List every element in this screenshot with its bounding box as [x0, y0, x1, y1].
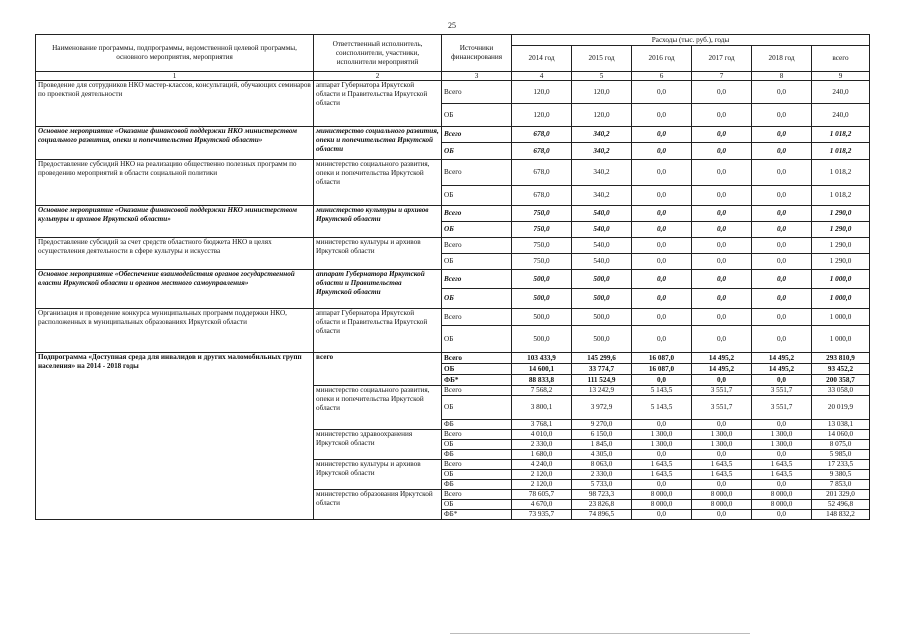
amount-cell: 8 063,0	[572, 460, 632, 470]
amount-cell: 93 452,2	[812, 364, 870, 375]
amount-cell: 8 000,0	[692, 500, 752, 510]
amount-cell: 14 495,2	[752, 353, 812, 364]
amount-cell: 0,0	[692, 254, 752, 270]
header-year: 2015 год	[572, 46, 632, 72]
amount-cell: 3 800,1	[512, 396, 572, 420]
amount-cell: 14 060,0	[812, 430, 870, 440]
amount-cell: 33 058,0	[812, 386, 870, 396]
item-executor: министерство социального развития, опеки и попечительства Иркутской области	[314, 127, 442, 160]
amount-cell: 8 000,0	[752, 490, 812, 500]
amount-cell: 0,0	[752, 510, 812, 520]
amount-cell: 0,0	[692, 206, 752, 222]
funding-source: Всего	[442, 206, 512, 222]
amount-cell: 1 290,0	[812, 238, 870, 254]
column-number: 9	[812, 72, 870, 81]
funding-source: Всего	[442, 460, 512, 470]
amount-cell: 0,0	[692, 375, 752, 386]
column-number: 7	[692, 72, 752, 81]
amount-cell: 750,0	[512, 222, 572, 238]
amount-cell: 540,0	[572, 222, 632, 238]
amount-cell: 0,0	[752, 450, 812, 460]
table-row	[36, 127, 870, 143]
column-number: 4	[512, 72, 572, 81]
amount-cell: 16 087,0	[632, 353, 692, 364]
amount-cell: 1 643,5	[632, 460, 692, 470]
subprogram-executor: всего	[314, 353, 442, 386]
header-year: 2014 год	[512, 46, 572, 72]
amount-cell: 540,0	[572, 254, 632, 270]
funding-source: Всего	[442, 238, 512, 254]
amount-cell: 7 568,2	[512, 386, 572, 396]
column-number: 5	[572, 72, 632, 81]
item-name: Предоставление субсидий НКО на реализацию общественно полезных программ по проведению мероприятий в области социальной политики	[36, 160, 314, 206]
header-name: Наименование программы, подпрограммы, ведомственной целевой программы, основного мероприятия, мероприятия	[36, 35, 314, 72]
amount-cell: 0,0	[632, 238, 692, 254]
amount-cell: 0,0	[632, 254, 692, 270]
amount-cell: 0,0	[632, 289, 692, 309]
amount-cell: 1 643,5	[752, 460, 812, 470]
amount-cell: 0,0	[752, 238, 812, 254]
column-number: 1	[36, 72, 314, 81]
amount-cell: 1 290,0	[812, 254, 870, 270]
funding-source: ФБ*	[442, 510, 512, 520]
amount-cell: 98 723,3	[572, 490, 632, 500]
amount-cell: 1 300,0	[752, 430, 812, 440]
amount-cell: 1 680,0	[512, 450, 572, 460]
amount-cell: 9 380,5	[812, 470, 870, 480]
funding-source: Всего	[442, 270, 512, 289]
item-executor: министерство культуры и архивов Иркутской области	[314, 238, 442, 270]
funding-source: Всего	[442, 309, 512, 326]
amount-cell: 1 643,5	[692, 470, 752, 480]
amount-cell: 2 330,0	[572, 470, 632, 480]
amount-cell: 0,0	[752, 309, 812, 326]
amount-cell: 8 075,0	[812, 440, 870, 450]
amount-cell: 8 000,0	[752, 500, 812, 510]
amount-cell: 14 495,2	[752, 364, 812, 375]
amount-cell: 0,0	[632, 104, 692, 127]
amount-cell: 5 143,5	[632, 396, 692, 420]
column-number: 8	[752, 72, 812, 81]
amount-cell: 1 300,0	[692, 440, 752, 450]
amount-cell: 0,0	[752, 254, 812, 270]
amount-cell: 0,0	[692, 186, 752, 206]
amount-cell: 1 018,2	[812, 186, 870, 206]
table-row	[36, 238, 870, 254]
amount-cell: 0,0	[752, 104, 812, 127]
amount-cell: 14 600,1	[512, 364, 572, 375]
amount-cell: 3 551,7	[692, 396, 752, 420]
amount-cell: 293 810,9	[812, 353, 870, 364]
amount-cell: 0,0	[632, 309, 692, 326]
amount-cell: 52 496,8	[812, 500, 870, 510]
amount-cell: 0,0	[752, 222, 812, 238]
table-row	[36, 270, 870, 289]
amount-cell: 1 018,2	[812, 160, 870, 186]
amount-cell: 5 985,0	[812, 450, 870, 460]
amount-cell: 5 143,5	[632, 386, 692, 396]
amount-cell: 78 605,7	[512, 490, 572, 500]
amount-cell: 0,0	[692, 160, 752, 186]
amount-cell: 7 853,0	[812, 480, 870, 490]
column-number-row	[36, 72, 870, 81]
funding-source: ОБ	[442, 396, 512, 420]
amount-cell: 0,0	[632, 222, 692, 238]
amount-cell: 5 733,0	[572, 480, 632, 490]
funding-source: ОБ	[442, 186, 512, 206]
amount-cell: 500,0	[512, 289, 572, 309]
amount-cell: 4 305,0	[572, 450, 632, 460]
amount-cell: 14 495,2	[692, 364, 752, 375]
amount-cell: 0,0	[632, 510, 692, 520]
amount-cell: 20 019,9	[812, 396, 870, 420]
amount-cell: 0,0	[692, 127, 752, 143]
amount-cell: 500,0	[572, 270, 632, 289]
amount-cell: 340,2	[572, 186, 632, 206]
amount-cell: 500,0	[572, 326, 632, 353]
amount-cell: 111 524,9	[572, 375, 632, 386]
column-number: 2	[314, 72, 442, 81]
funding-source: ОБ	[442, 104, 512, 127]
amount-cell: 120,0	[512, 81, 572, 104]
amount-cell: 120,0	[512, 104, 572, 127]
amount-cell: 0,0	[632, 186, 692, 206]
funding-source: Всего	[442, 490, 512, 500]
amount-cell: 4 670,0	[512, 500, 572, 510]
header-year: 2017 год	[692, 46, 752, 72]
funding-source: ФБ	[442, 480, 512, 490]
item-name: Организация и проведение конкурса муниципальных программ поддержки НКО, расположенных в муниципальных образованиях Иркутской области	[36, 309, 314, 353]
amount-cell: 1 643,5	[632, 470, 692, 480]
item-name: Основное мероприятие «Обеспечение взаимодействия органов государственной власти Иркутской области и органов местного самоуправления»	[36, 270, 314, 309]
amount-cell: 16 087,0	[632, 364, 692, 375]
amount-cell: 103 433,9	[512, 353, 572, 364]
amount-cell: 1 290,0	[812, 222, 870, 238]
amount-cell: 3 972,9	[572, 396, 632, 420]
amount-cell: 0,0	[752, 270, 812, 289]
amount-cell: 750,0	[512, 238, 572, 254]
page-number: 25	[448, 21, 456, 30]
amount-cell: 500,0	[512, 326, 572, 353]
amount-cell: 0,0	[692, 326, 752, 353]
amount-cell: 1 643,5	[752, 470, 812, 480]
item-executor: аппарат Губернатора Иркутской области и Правительства Иркутской области	[314, 270, 442, 309]
funding-source: ОБ	[442, 222, 512, 238]
funding-source: Всего	[442, 430, 512, 440]
amount-cell: 0,0	[692, 450, 752, 460]
table-row	[36, 353, 870, 364]
header-executor: Ответственный исполнитель, соисполнители, участники, исполнители мероприятий	[314, 35, 442, 72]
amount-cell: 240,0	[812, 81, 870, 104]
header-year: 2016 год	[632, 46, 692, 72]
amount-cell: 1 290,0	[812, 206, 870, 222]
amount-cell: 0,0	[752, 186, 812, 206]
item-executor: аппарат Губернатора Иркутской области и Правительства Иркутской области	[314, 309, 442, 353]
amount-cell: 145 299,6	[572, 353, 632, 364]
amount-cell: 0,0	[692, 480, 752, 490]
amount-cell: 0,0	[632, 143, 692, 160]
executor-name: министерство культуры и архивов Иркутской области	[314, 460, 442, 490]
header-year: 2018 год	[752, 46, 812, 72]
amount-cell: 1 300,0	[752, 440, 812, 450]
amount-cell: 0,0	[752, 289, 812, 309]
amount-cell: 8 000,0	[632, 490, 692, 500]
amount-cell: 0,0	[632, 206, 692, 222]
item-name: Основное мероприятие «Оказание финансовой поддержки НКО министерством социального развития, опеки и попечительства Иркутской области»	[36, 127, 314, 160]
amount-cell: 6 150,0	[572, 430, 632, 440]
amount-cell: 2 120,0	[512, 470, 572, 480]
funding-source: ФБ	[442, 450, 512, 460]
item-name: Основное мероприятие «Оказание финансовой поддержки НКО министерством культуры и архивов Иркутской области»	[36, 206, 314, 238]
amount-cell: 678,0	[512, 186, 572, 206]
executor-name: министерство здравоохранения Иркутской области	[314, 430, 442, 460]
amount-cell: 1 300,0	[692, 430, 752, 440]
funding-source: ОБ	[442, 364, 512, 375]
amount-cell: 13 242,9	[572, 386, 632, 396]
amount-cell: 73 935,7	[512, 510, 572, 520]
amount-cell: 0,0	[752, 160, 812, 186]
funding-source: ФБ	[442, 420, 512, 430]
amount-cell: 0,0	[752, 81, 812, 104]
amount-cell: 9 270,0	[572, 420, 632, 430]
amount-cell: 2 330,0	[512, 440, 572, 450]
amount-cell: 0,0	[632, 81, 692, 104]
funding-source: ФБ*	[442, 375, 512, 386]
funding-source: ОБ	[442, 500, 512, 510]
amount-cell: 750,0	[512, 206, 572, 222]
amount-cell: 0,0	[692, 270, 752, 289]
funding-source: Всего	[442, 127, 512, 143]
amount-cell: 0,0	[752, 127, 812, 143]
amount-cell: 0,0	[752, 206, 812, 222]
funding-source: Всего	[442, 386, 512, 396]
header-source: Источники финансирования	[442, 35, 512, 72]
amount-cell: 1 643,5	[692, 460, 752, 470]
funding-source: ОБ	[442, 289, 512, 309]
amount-cell: 4 010,0	[512, 430, 572, 440]
column-number: 6	[632, 72, 692, 81]
amount-cell: 678,0	[512, 127, 572, 143]
amount-cell: 1 300,0	[632, 440, 692, 450]
funding-source: ОБ	[442, 254, 512, 270]
amount-cell: 33 774,7	[572, 364, 632, 375]
amount-cell: 74 896,5	[572, 510, 632, 520]
amount-cell: 0,0	[632, 375, 692, 386]
amount-cell: 240,0	[812, 104, 870, 127]
table-row	[36, 81, 870, 104]
item-executor: аппарат Губернатора Иркутской области и Правительства Иркутской области	[314, 81, 442, 127]
amount-cell: 0,0	[632, 420, 692, 430]
amount-cell: 0,0	[692, 289, 752, 309]
amount-cell: 1 018,2	[812, 143, 870, 160]
amount-cell: 0,0	[692, 81, 752, 104]
executor-name: министерство социального развития, опеки и попечительства Иркутской области	[314, 386, 442, 430]
amount-cell: 0,0	[632, 160, 692, 186]
expenses-table	[35, 34, 870, 520]
funding-source: ОБ	[442, 440, 512, 450]
amount-cell: 23 826,8	[572, 500, 632, 510]
amount-cell: 0,0	[632, 127, 692, 143]
amount-cell: 340,2	[572, 160, 632, 186]
amount-cell: 17 233,5	[812, 460, 870, 470]
table-row	[36, 309, 870, 326]
amount-cell: 678,0	[512, 143, 572, 160]
amount-cell: 0,0	[752, 375, 812, 386]
amount-cell: 0,0	[692, 104, 752, 127]
amount-cell: 148 832,2	[812, 510, 870, 520]
table-row	[36, 206, 870, 222]
amount-cell: 3 551,7	[752, 386, 812, 396]
amount-cell: 14 495,2	[692, 353, 752, 364]
amount-cell: 0,0	[692, 420, 752, 430]
amount-cell: 500,0	[572, 289, 632, 309]
funding-source: ОБ	[442, 326, 512, 353]
amount-cell: 540,0	[572, 206, 632, 222]
amount-cell: 540,0	[572, 238, 632, 254]
amount-cell: 0,0	[752, 143, 812, 160]
amount-cell: 0,0	[752, 326, 812, 353]
column-number: 3	[442, 72, 512, 81]
table-row	[36, 160, 870, 186]
amount-cell: 2 120,0	[512, 480, 572, 490]
amount-cell: 1 000,0	[812, 309, 870, 326]
executor-name: министерство образования Иркутской области	[314, 490, 442, 520]
funding-source: ОБ	[442, 143, 512, 160]
amount-cell: 1 300,0	[632, 430, 692, 440]
amount-cell: 340,2	[572, 143, 632, 160]
amount-cell: 0,0	[692, 222, 752, 238]
funding-source: Всего	[442, 160, 512, 186]
footer-line	[450, 633, 750, 634]
funding-source: Всего	[442, 353, 512, 364]
amount-cell: 120,0	[572, 104, 632, 127]
item-executor: министерство социального развития, опеки и попечительства Иркутской области	[314, 160, 442, 206]
amount-cell: 0,0	[632, 326, 692, 353]
funding-source: Всего	[442, 81, 512, 104]
amount-cell: 3 768,1	[512, 420, 572, 430]
header-total: всего	[812, 46, 870, 72]
amount-cell: 8 000,0	[632, 500, 692, 510]
amount-cell: 340,2	[572, 127, 632, 143]
amount-cell: 0,0	[692, 510, 752, 520]
amount-cell: 120,0	[572, 81, 632, 104]
item-name: Предоставление субсидий за счет средств областного бюджета НКО в целях осуществления деятельности в сфере культуры и искусства	[36, 238, 314, 270]
amount-cell: 3 551,7	[692, 386, 752, 396]
amount-cell: 0,0	[632, 480, 692, 490]
amount-cell: 1 000,0	[812, 270, 870, 289]
amount-cell: 13 038,1	[812, 420, 870, 430]
amount-cell: 0,0	[752, 480, 812, 490]
amount-cell: 0,0	[692, 143, 752, 160]
amount-cell: 1 000,0	[812, 289, 870, 309]
item-executor: министерство культуры и архивов Иркутской области	[314, 206, 442, 238]
amount-cell: 0,0	[692, 238, 752, 254]
item-name: Проведение для сотрудников НКО мастер-классов, консультаций, обучающих семинаров по проектной деятельности	[36, 81, 314, 127]
amount-cell: 4 240,0	[512, 460, 572, 470]
amount-cell: 500,0	[512, 309, 572, 326]
amount-cell: 500,0	[512, 270, 572, 289]
amount-cell: 3 551,7	[752, 396, 812, 420]
subprogram-name: Подпрограмма «Доступная среда для инвалидов и других маломобильных групп населения» на 2014 - 2018 годы	[36, 353, 314, 520]
amount-cell: 1 845,0	[572, 440, 632, 450]
amount-cell: 0,0	[692, 309, 752, 326]
amount-cell: 678,0	[512, 160, 572, 186]
amount-cell: 1 000,0	[812, 326, 870, 353]
header-expenses: Расходы (тыс. руб.), годы	[512, 35, 870, 46]
funding-source: ОБ	[442, 470, 512, 480]
amount-cell: 500,0	[572, 309, 632, 326]
amount-cell: 88 833,8	[512, 375, 572, 386]
amount-cell: 750,0	[512, 254, 572, 270]
amount-cell: 200 358,7	[812, 375, 870, 386]
amount-cell: 1 018,2	[812, 127, 870, 143]
amount-cell: 0,0	[632, 450, 692, 460]
amount-cell: 201 329,0	[812, 490, 870, 500]
amount-cell: 0,0	[752, 420, 812, 430]
amount-cell: 0,0	[632, 270, 692, 289]
amount-cell: 8 000,0	[692, 490, 752, 500]
